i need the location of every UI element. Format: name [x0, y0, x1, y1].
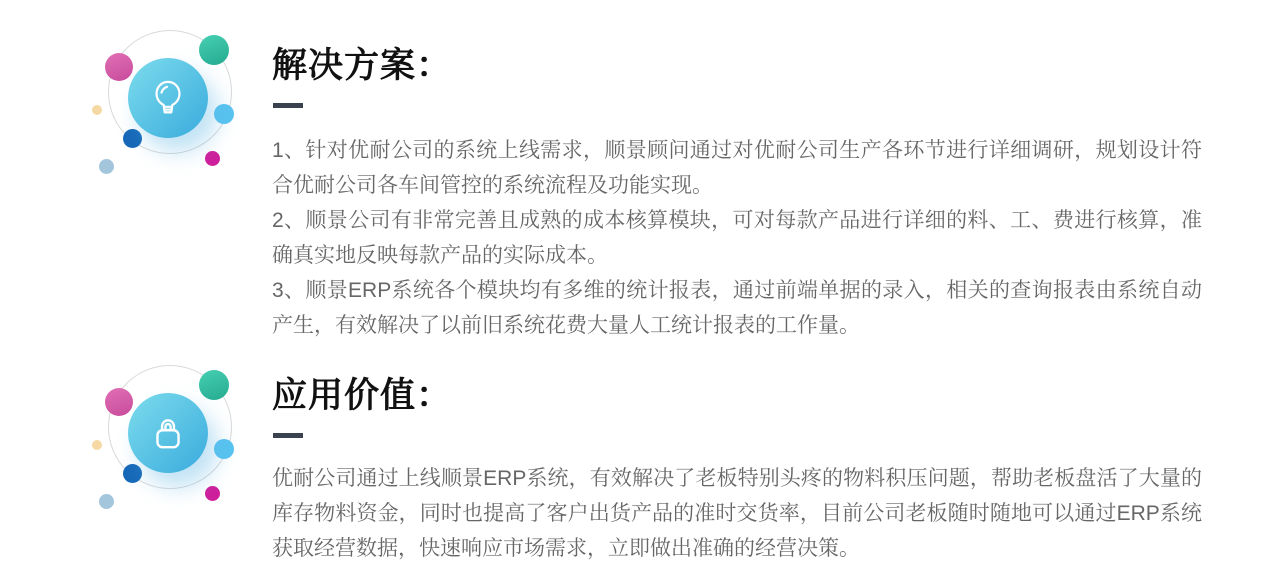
solution-title: 解决方案： [272, 46, 453, 85]
value-paragraph-1: 优耐公司通过上线顺景ERP系统，有效解决了老板特别头疼的物料积压问题，帮助老板盘活了大量的库存物料资金，同时也提高了客户出货产品的准时交货率，目前公司老板随时随地可以通过ERP系统获取经营数据，快速响应市场需求，立即做出准确的经营决策。 [272, 467, 1202, 560]
solution-paragraph-2: 2、顺景公司有非常完善且成熟的成本核算模块，可对每款产品进行详细的料、工、费进行核算，准确真实地反映每款产品的实际成本。 [272, 209, 1202, 267]
decorative-dot-paleblue [99, 494, 114, 509]
decorative-dot-yellow [92, 440, 102, 450]
decorative-dot-teal [199, 35, 229, 65]
solution-paragraph-1: 1、针对优耐公司的系统上线需求，顺景顾问通过对优耐公司生产各环节进行详细调研，规划设计符合优耐公司各车间管控的系统流程及功能实现。 [272, 139, 1202, 197]
value-icon-cluster [85, 360, 250, 525]
decorative-dot-darkblue [123, 464, 142, 483]
value-icon-circle [128, 393, 208, 473]
decorative-dot-pink [105, 388, 133, 416]
solution-icon-circle [128, 58, 208, 138]
lightbulb-icon [146, 76, 190, 120]
solution-icon-cluster [85, 25, 250, 190]
decorative-dot-magenta [205, 486, 220, 501]
value-paragraphs [272, 461, 1202, 566]
decorative-dot-teal [199, 370, 229, 400]
solution-paragraphs [272, 133, 1202, 343]
title-underline-dash [273, 433, 303, 438]
decorative-dot-lightblue [214, 104, 234, 124]
solution-paragraph-3: 3、顺景ERP系统各个模块均有多维的统计报表，通过前端单据的录入，相关的查询报表由系统自动产生，有效解决了以前旧系统花费大量人工统计报表的工作量。 [272, 279, 1202, 337]
decorative-dot-lightblue [214, 439, 234, 459]
value-title: 应用价值： [272, 376, 453, 415]
decorative-dot-magenta [205, 151, 220, 166]
decorative-dot-darkblue [123, 129, 142, 148]
decorative-dot-yellow [92, 105, 102, 115]
decorative-dot-paleblue [99, 159, 114, 174]
lock-icon [146, 411, 190, 455]
decorative-dot-pink [105, 53, 133, 81]
title-underline-dash [273, 103, 303, 108]
